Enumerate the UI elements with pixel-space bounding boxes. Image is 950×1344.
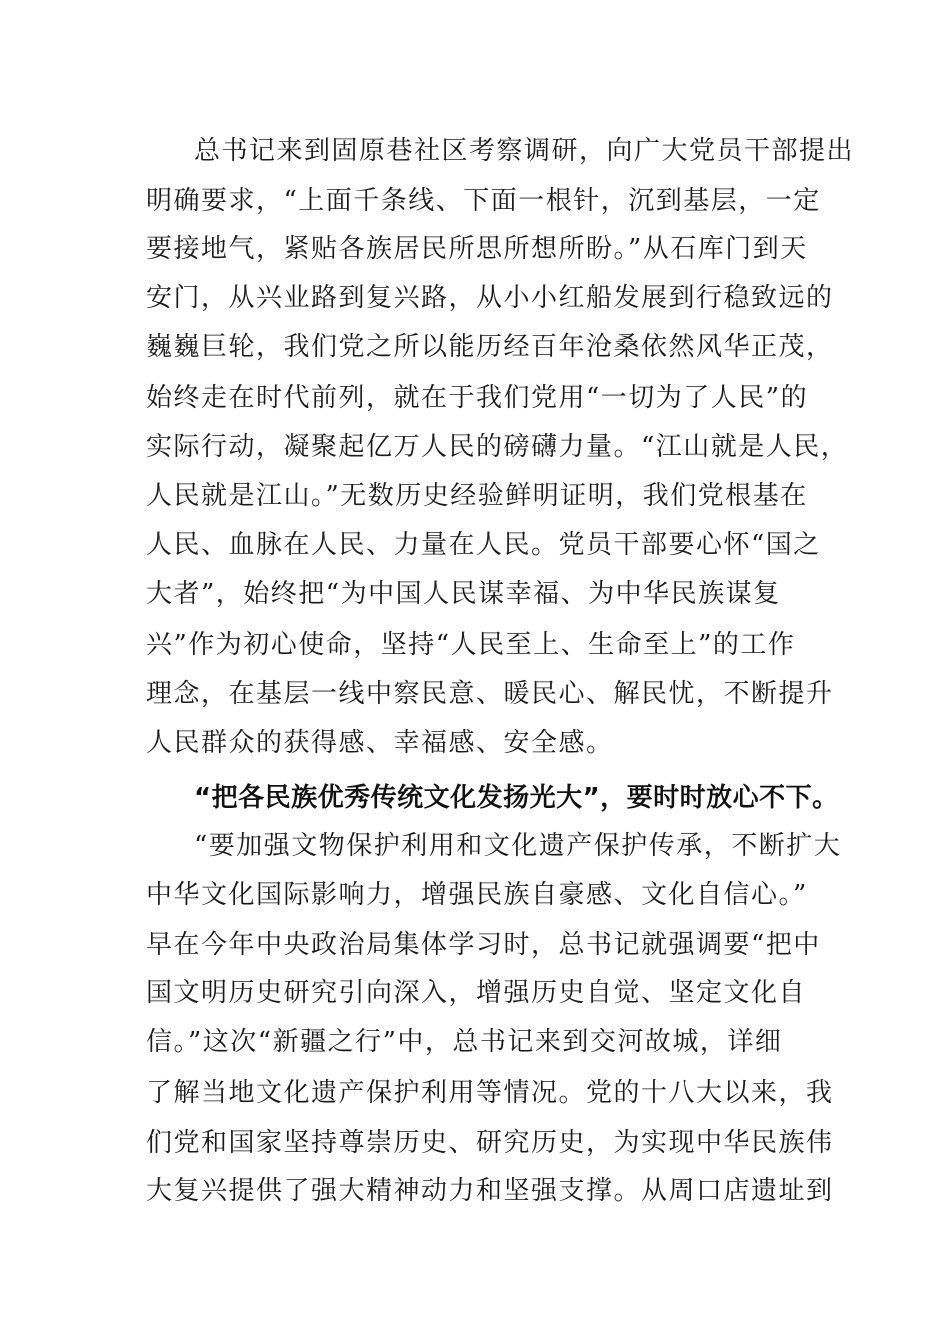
paragraph-1-line-13: 人民群众的获得感、幸福感、安全感。 (146, 728, 614, 758)
paragraph-2-line-8: 大复兴提供了强大精神动力和坚强支撑。从周口店遗址到 (146, 1176, 834, 1206)
paragraph-1-line-11: 兴”作为初心使命，坚持“人民至上、生命至上”的工作 (146, 630, 796, 660)
paragraph-1-line-1: 总书记来到固原巷社区考察调研，向广大党员干部提出 (194, 136, 855, 166)
paragraph-2-line-6: 了解当地文化遗产保护利用等情况。党的十八大以来，我 (146, 1078, 834, 1108)
paragraph-1-line-8: 人民就是江山。”无数历史经验鲜明证明，我们党根基在 (146, 481, 808, 511)
paragraph-2-line-4: 国文明历史研究引向深入，增强历史自觉、坚定文化自 (146, 978, 807, 1008)
paragraph-1-line-3: 要接地气，紧贴各族居民所思所想所盼。”从石库门到天 (146, 234, 808, 264)
paragraph-1-line-9: 人民、血脉在人民、力量在人民。党员干部要心怀“国之 (146, 530, 821, 560)
paragraph-1-line-6: 始终走在时代前列，就在于我们党用“一切为了人民”的 (146, 383, 809, 413)
paragraph-2-line-2: 中华文化国际影响力，增强民族自豪感、文化自信心。” (146, 880, 808, 910)
paragraph-2-line-5: 信。”这次“新疆之行”中，总书记来到交河故城，详细 (146, 1027, 783, 1057)
section-heading: “把各民族优秀传统文化发扬光大”，要时时放心不下。 (194, 783, 839, 813)
paragraph-2-line-1: “要加强文物保护利用和文化遗产保护传承，不断扩大 (194, 831, 842, 861)
paragraph-1-line-12: 理念，在基层一线中察民意、暖民心、解民忧，不断提升 (146, 679, 834, 709)
paragraph-1-line-10: 大者”，始终把“为中国人民谋幸福、为中华民族谋复 (146, 579, 781, 609)
paragraph-1-line-2: 明确要求，“上面千条线、下面一根针，沉到基层，一定 (146, 186, 821, 216)
paragraph-1-line-7: 实际行动，凝聚起亿万人民的磅礴力量。“江山就是人民， (146, 432, 849, 462)
paragraph-1-line-4: 安门，从兴业路到复兴路，从小小红船发展到行稳致远的 (146, 283, 834, 313)
paragraph-1-line-5: 巍巍巨轮，我们党之所以能历经百年沧桑依然风华正茂， (146, 332, 834, 362)
paragraph-2-line-7: 们党和国家坚持尊崇历史、研究历史，为实现中华民族伟 (146, 1128, 834, 1158)
paragraph-2-line-3: 早在今年中央政治局集体学习时，总书记就强调要“把中 (146, 930, 821, 960)
